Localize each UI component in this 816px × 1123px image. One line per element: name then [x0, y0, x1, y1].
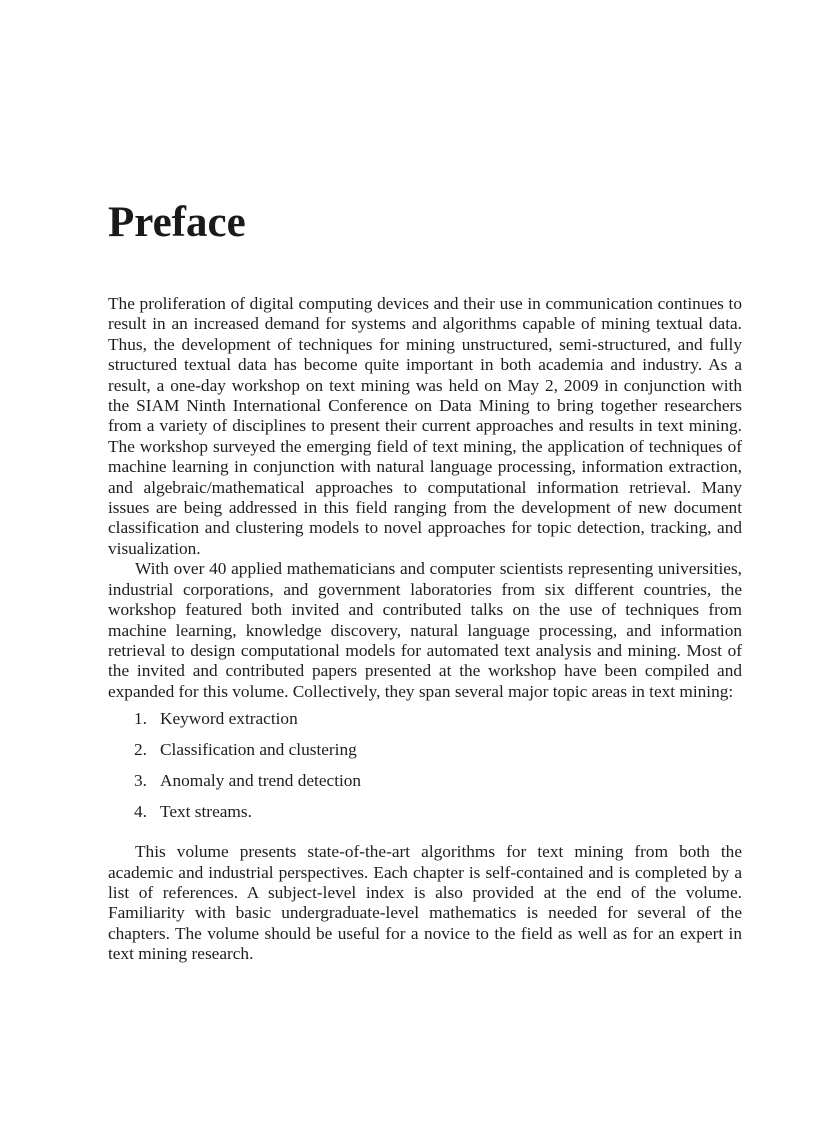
paragraph-volume: This volume presents state-of-the-art algorithms for text mining from both the academic and industrial perspectives. Each chapter is self-contained and is completed by a list of references. A subject-level index is also provided at the end of the volume. Familiarity with basic undergraduate-level mathematics is needed for several of the chapters. The volume should be useful for a novice to the field as well as for an expert in text mining research.	[108, 842, 742, 964]
list-item-number: 3.	[134, 771, 147, 791]
list-item-number: 2.	[134, 740, 147, 760]
list-item	[134, 802, 742, 833]
paragraph-intro: The proliferation of digital computing devices and their use in communication continues to result in an increased demand for systems and algorithms capable of mining textual data. Thus, the development of techniques for mining unstructured, semi-structured, and fully structured textual data has become quite important in both academia and industry. As a result, a one-day workshop on text mining was held on May 2, 2009 in conjunction with the SIAM Ninth International Conference on Data Mining to bring together researchers from a variety of disciplines to present their current approaches and results in text mining. The workshop surveyed the emerging field of text mining, the application of techniques of machine learning in conjunction with natural language processing, information extraction, and algebraic/mathematical approaches to computational information retrieval. Many issues are being addressed in this field ranging from the development of new document classification and clustering models to novel approaches for topic detection, tracking, and visualization.	[108, 294, 742, 558]
list-item-text: Anomaly and trend detection	[160, 771, 362, 791]
paragraph-workshop: With over 40 applied mathematicians and computer scientists representing universities, industrial corporations, and government laboratories from six different countries, the workshop featured both invited and contributed talks on the use of techniques from machine learning, knowledge discovery, natural language processing, and information retrieval to design computational models for automated text analysis and mining. Most of the invited and contributed papers presented at the workshop have been compiled and expanded for this volume. Collectively, they span several major topic areas in text mining:	[108, 559, 742, 701]
preface-body	[108, 294, 742, 965]
list-item-number: 1.	[134, 709, 147, 729]
list-item	[134, 740, 742, 771]
list-item-text: Text streams.	[160, 802, 252, 822]
list-item-text: Classification and clustering	[160, 740, 357, 760]
list-item-text: Keyword extraction	[160, 709, 298, 729]
page-title: Preface	[108, 199, 246, 246]
list-item	[134, 709, 742, 740]
topic-list	[108, 709, 742, 833]
list-item-number: 4.	[134, 802, 147, 822]
list-item	[134, 771, 742, 802]
